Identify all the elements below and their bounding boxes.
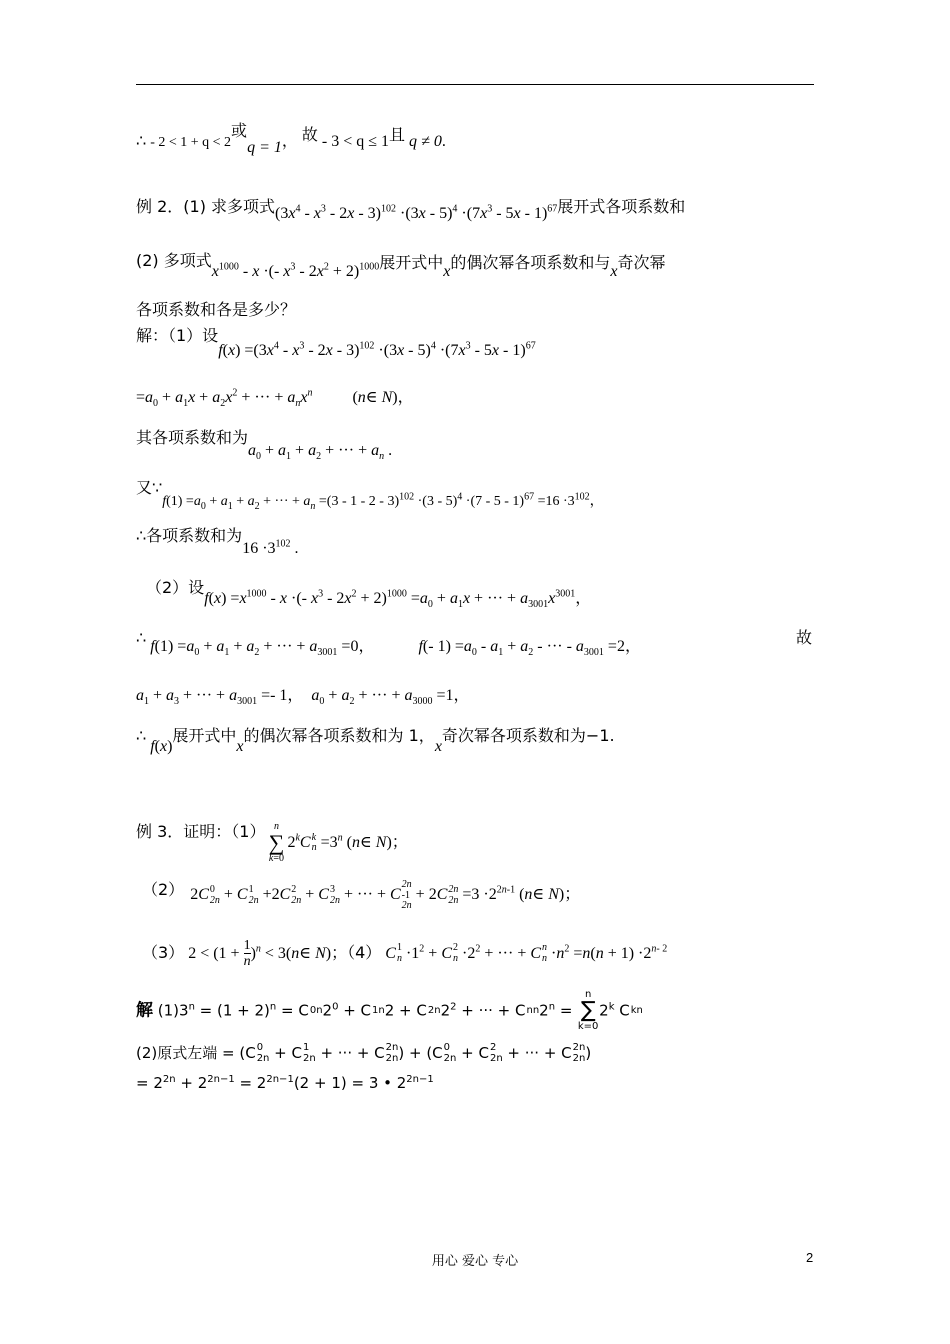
example-3-part-1: 例 3．证明：（1） n ∑ k=0 2$^k$C k n $=3^n$ (n∈ N)； [136,821,408,864]
line-q-range: ∴ - 2 < 1 + q < 2或q = 1， 故 - 3 < q ≤ 1且 q ≠ 0. [136,121,446,156]
solution-3-part-2: (2)原式左端 = (C0 2n + C1 2n + ··· + C2n 2n ) + (C0 2n + C2 2n + ··· + C2n 2n ) [136,1042,592,1064]
solution-1-sum-statement: 其各项系数和为$a_0 + a_1 + a_2$ + ··· + $a_n$ . [136,428,393,463]
example-2-part-1: 例 2．(1) 求多项式$(3x^4 - x^3 - 2x - 3)^{102} \cdot(3x - 5)^4 \cdot(7x^3 - 5x - 1)^{67}$展开式各项系数和 [136,197,686,222]
solution-1-result: ∴各项系数和为$16 \cdot 3^{102}$ . [136,526,299,557]
example-3-part-2: （2） 2C0 2n + C1 2n +2C2 2n + C3 2n + ··· + C 2n -1 2n + 2C 2n 2n $=3 \cdot 2^{2n-1}$ (n∈ N)； [142,879,581,911]
example-2-continuation: 各项系数和各是多少？ [136,300,297,319]
example-3-parts-3-4: （3） 2 < (1 + $\frac{1}{n}$ )$^n$ < 3(n∈ N)；（4） C1 n $\cdot 1^2 + C2$ n $\cdot 2^2$ + ··· + C n n $\cdot n^2 =n(n + 1) \cdot 2^{n- 2}$ [142,938,668,970]
solution-2-setup: （2）设$f(x) =x^{1000} - x$ ·(- $x^3 - 2x^2 + 2)^{1000} =a_0 + a_1x$ + ··· + $a_{3001}x^{3001}$， [146,578,592,611]
solution-1-evaluation: 又∵f(1) $=a_0 + a_1 + a_2$ + ··· + $a_n =(3 - 1 - 2 - 3)^{102} \cdot(3 - 5)^4 \cdot(7 - 5 - 1)^{67} =16 \cdot 3^{102}$， [136,478,604,512]
solution-1-expansion: $=a_0 + a_1x + a_2x^2$ + ··· + $a_nx^n$ (n∈ N)， [136,387,414,410]
page-footer: 用心 爱心 专心 [431,1254,519,1269]
solution-2-sums: $a_1 + a_3$ + ··· + $a_{3001} =- 1$， $a_0 + a_2$ + ··· + $a_{3000} =1$， [136,687,470,708]
example-2-part-2: (2) 多项式$x^{1000}$ - x ·(- $x^3 - 2x^2 + 2)^{1000}$展开式中x的偶次幂各项系数和与x奇次幂 [136,251,666,280]
solution-1-setup: 解：（1）设$f(x) =(3x^4 - x^3 - 2x - 3)^{102} \cdot(3x - 5)^4 \cdot(7x^3 - 5x - 1)^{67}$ [136,326,536,359]
gu-text: 故 [796,628,813,647]
solution-3-part-1: 解 $(1)3^n = (1 + 2)^n = C0n2^0 + C1n2 + C2n2^2$ + ··· + $Cnn2^n$ = n ∑ k=0 2$^k$ Ckn [136,989,643,1032]
solution-2-conclusion: ∴ f(x)展开式中x的偶次幂各项系数和为 1，x奇次幂各项系数和为−1. [136,726,615,755]
header-rule [136,84,814,85]
solution-2-evaluation: ∴ $f(1) =a_0 + a_1 + a_2$ + ··· + $a_{3001} =0$， f(- $1) =a_0 - a_1 + a_2$ - ··· - $a_{3001} =2$， [136,628,641,659]
solution-3-part-2-result: = $2^{2n} + 2^{2n-1} = 2^{2n-1}(2 + 1) = 3$ • $2^{2n-1}$ [136,1074,434,1092]
page-number: 2 [806,1250,814,1265]
